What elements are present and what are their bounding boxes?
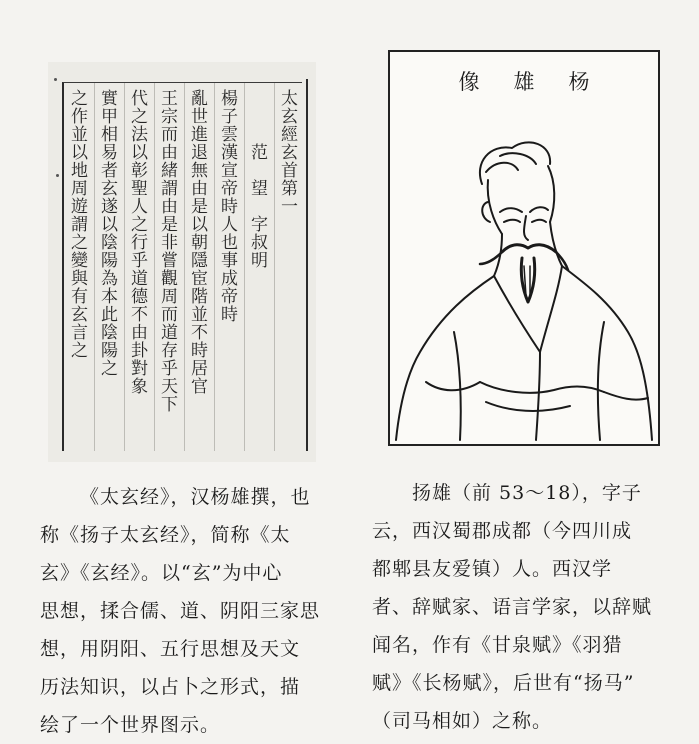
book-page-frame xyxy=(62,82,302,451)
caption-line: 扬雄（前 53～18），字子 xyxy=(412,482,642,504)
book-column: 實甲相易者玄遂以陰陽為本此陰陽之 xyxy=(97,89,117,377)
caption-line: 绘了一个世界图示。 xyxy=(40,714,221,736)
caption-line: 云，西汉蜀郡成都（今四川成 xyxy=(372,520,633,542)
caption-line: 闻名，作有《甘泉赋》《羽猎 xyxy=(372,634,623,656)
portrait-illustration xyxy=(390,52,658,444)
book-column: 太玄經玄首第一 xyxy=(277,89,297,215)
book-column: 亂世進退無由是以朝隱宦階並不時居官 xyxy=(187,89,207,395)
book-column: 王宗而由緒謂由是非嘗觀周而道存乎天下 xyxy=(157,89,177,413)
portrait-caption xyxy=(372,474,672,740)
caption-line: 都郫县友爱镇）人。西汉学 xyxy=(372,558,613,580)
caption-line: 思想，揉合儒、道、阴阳三家思 xyxy=(40,600,321,622)
caption-line: 《太玄经》，汉杨雄撰，也 xyxy=(80,486,311,508)
book-column: 之作並以地周遊謂之變與有玄言之 xyxy=(67,89,87,359)
book-column: 代之法以彰聖人之行乎道德不由卦對象 xyxy=(127,89,147,395)
portrait-panel xyxy=(388,50,660,446)
book-text-columns xyxy=(64,83,302,451)
book-column: 范 望 字叔明 xyxy=(247,143,267,269)
caption-line: 赋》《长杨赋》，后世有“扬马” xyxy=(372,672,635,694)
caption-line: 历法知识，以占卜之形式，描 xyxy=(40,676,301,698)
book-column: 楊子雲漢宣帝時人也事成帝時 xyxy=(217,89,237,323)
caption-line: 称《扬子太玄经》，简称《太 xyxy=(40,524,291,546)
caption-line: 玄》《玄经》。以“玄”为中心 xyxy=(40,562,283,584)
caption-line: 者、辞赋家、语言学家，以辞赋 xyxy=(372,596,653,618)
book-page-scan xyxy=(48,62,316,462)
portrait-title: 杨雄像 xyxy=(458,70,624,94)
caption-line: （司马相如）之称。 xyxy=(372,710,553,732)
caption-line: 想，用阴阳、五行思想及天文 xyxy=(40,638,301,660)
book-caption xyxy=(40,478,340,744)
